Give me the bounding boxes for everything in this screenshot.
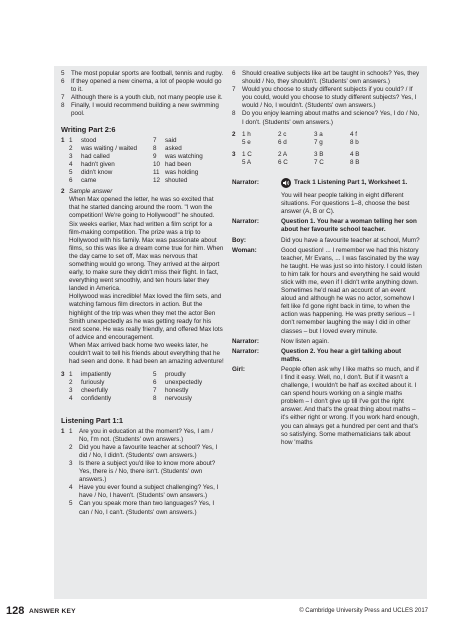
answer-text: impatiently xyxy=(81,371,112,379)
listening-question xyxy=(232,86,422,110)
script-line xyxy=(232,247,422,336)
answer-cell: 1 C xyxy=(242,150,252,158)
item-number: 5 xyxy=(69,500,73,508)
writing-exercise-2 xyxy=(61,188,224,366)
answer-number: 12 xyxy=(153,177,161,185)
answer-text: was watching xyxy=(165,152,203,160)
listening-question xyxy=(232,110,422,126)
item-number: 8 xyxy=(61,102,65,110)
script-line xyxy=(232,366,422,447)
answer-cell: 8 B xyxy=(350,158,360,166)
answer-text: stood xyxy=(81,136,97,144)
answer-item xyxy=(69,395,151,403)
item-number: 3 xyxy=(69,459,73,467)
sample-answer xyxy=(69,188,224,366)
item-number: 4 xyxy=(69,484,73,492)
listening-questions-continued xyxy=(232,70,422,127)
item-text: Should creative subjects like art be taught in schools? Yes, they should / No, they shouldn't. (Students' own answers.) xyxy=(242,70,420,86)
answer-number: 9 xyxy=(153,152,157,160)
sample-answer-label: Sample answer xyxy=(69,188,113,196)
script-text: Did you have a favourite teacher at school, Mum? xyxy=(281,236,420,244)
item-number: 7 xyxy=(232,86,236,94)
answer-text: had called xyxy=(81,152,110,160)
item-number: 6 xyxy=(61,78,65,86)
answer-item xyxy=(69,137,151,145)
page-footer xyxy=(0,605,456,619)
speaker-label xyxy=(232,192,279,216)
listening-question xyxy=(232,70,422,86)
item-number: 1 xyxy=(69,427,73,435)
answer-text: had been xyxy=(165,160,192,168)
answer-number: 8 xyxy=(153,144,157,152)
answer-item xyxy=(69,387,151,395)
writing-sentences-list xyxy=(61,70,224,119)
item-text: Is there a subject you'd like to know more about? Yes, there is / No, there isn't. (Students' own answers.) xyxy=(79,459,216,484)
item-number: 5 xyxy=(61,70,65,77)
answer-item xyxy=(69,153,151,161)
script-text: Question 2. You hear a girl talking about maths. xyxy=(281,347,402,363)
answer-item xyxy=(69,177,151,185)
answer-item xyxy=(153,395,224,403)
answer-number: 2 xyxy=(69,144,73,152)
answer-number: 4 xyxy=(69,395,73,403)
script-line xyxy=(232,348,422,364)
answer-item xyxy=(153,153,224,161)
answers-grid-3 xyxy=(242,151,386,167)
exercise-number: 2 xyxy=(61,188,65,196)
item-text: Can you speak more than two languages? Yes, I can / No, I can't. (Students' own answers.) xyxy=(79,500,215,516)
answer-item xyxy=(153,387,224,395)
answer-item xyxy=(153,145,224,153)
audio-speaker-icon xyxy=(281,178,291,188)
listening-question xyxy=(69,428,224,444)
script-line xyxy=(232,192,422,216)
answer-text: furiously xyxy=(81,379,105,387)
speaker-label: Woman: xyxy=(232,246,257,254)
answer-text: hadn't given xyxy=(81,160,115,168)
answer-cell: 3 a xyxy=(314,130,323,138)
answer-cell: 5 e xyxy=(242,138,251,146)
answer-cell: 1 h xyxy=(242,130,251,138)
item-number: 6 xyxy=(232,70,236,77)
answer-item xyxy=(153,137,224,145)
answer-cell: 4 f xyxy=(350,130,358,138)
answer-item xyxy=(153,169,224,177)
answer-item xyxy=(69,145,151,153)
answer-text: nervously xyxy=(165,395,192,403)
script-text: Question 1. You hear a woman telling her son about her favourite school teacher. xyxy=(281,218,417,234)
page-number: 128 xyxy=(6,605,25,617)
answer-text: was holding xyxy=(165,168,199,176)
exercise-number: 1 xyxy=(61,136,65,144)
copyright-notice: © Cambridge University Press and UCLES 2017 xyxy=(299,608,428,614)
answer-cell: 7 C xyxy=(314,158,324,166)
script-line xyxy=(232,218,422,234)
answers-exercise-2 xyxy=(232,131,422,147)
speaker-label: Girl: xyxy=(232,365,245,373)
answer-cell: 6 d xyxy=(278,138,287,146)
item-text: The most popular sports are football, tennis and rugby. xyxy=(71,70,224,77)
track-title: Track 1 Listening Part 1, Worksheet 1. xyxy=(294,179,408,187)
answers-exercise-3 xyxy=(232,151,422,167)
track-title-row xyxy=(281,179,422,188)
answer-cell: 4 B xyxy=(350,150,360,158)
answer-item xyxy=(153,177,224,185)
speaker-label: Narrator: xyxy=(232,179,259,187)
answer-text: cheerfully xyxy=(81,387,108,395)
answer-number: 3 xyxy=(69,387,73,395)
answer-cell: 2 c xyxy=(278,130,287,138)
listening-question xyxy=(69,500,224,516)
script-line xyxy=(232,338,422,346)
script-text: Good question! ... I remember we had this history teacher, Mr Evans, ... I was fascinated by the way he taught. He was just so into history. I could listen to him talk for hours and everything he said would stick with me, even if I didn't write anything down. Sometimes he'd read an account of an event aloud and although he was no actor, somehow I felt like I'd gone right back in time, to when the action was happening. He was pretty serious – I don't remember laughing the way I did in other classes – but I loved every minute. xyxy=(281,246,422,335)
item-text: Although there is a youth club, not many people use it. xyxy=(71,94,223,102)
answers-grid-2 xyxy=(242,131,386,147)
script-text: You will hear people talking in eight different situations. For questions 1–8, choose the best answer (A, B or C). xyxy=(281,192,410,216)
answer-item xyxy=(153,161,224,169)
answer-cell: 8 b xyxy=(350,138,359,146)
listening-part-heading: Listening Part 1:1 xyxy=(61,415,124,425)
answer-text: honestly xyxy=(165,387,189,395)
answer-cell: 5 A xyxy=(242,158,252,166)
answer-number: 6 xyxy=(69,177,73,185)
answer-text: asked xyxy=(165,144,182,152)
answer-number: 10 xyxy=(153,160,161,168)
exercise-number: 3 xyxy=(61,371,65,379)
answer-item xyxy=(69,379,151,387)
writing-sentence xyxy=(61,102,224,118)
script-text: Now listen again. xyxy=(281,337,329,345)
answer-number: 3 xyxy=(69,152,73,160)
answer-text: said xyxy=(165,136,177,144)
answer-number: 5 xyxy=(153,371,157,379)
listening-exercise-1 xyxy=(61,428,224,517)
answer-number: 1 xyxy=(69,136,73,144)
speaker-label: Narrator: xyxy=(232,218,259,226)
right-column xyxy=(232,70,422,449)
writing-part-heading: Writing Part 2:6 xyxy=(61,124,116,134)
answer-number: 8 xyxy=(153,395,157,403)
item-text: Did you have a favourite teacher at school? Yes, I did / No, I didn't. (Students' own answers.) xyxy=(79,443,218,459)
item-number: 7 xyxy=(61,94,65,102)
exercise-number: 3 xyxy=(232,150,236,158)
item-text: Finally, I would recommend building a new swimming pool. xyxy=(71,102,219,118)
sample-paragraph: When Max opened the letter, he was so excited that that he started dancing around the room. "I won the competition! We're going to Hollywood!" he shouted. Six weeks earlier, Max had written a film script for a film-making competition. The prize was a trip to Hollywood with his family. Max was passionate about films, so this was like a dream come true for him. When the day came to set off, Max was nervous that something would go wrong. They arrived at the airport early, to make sure they didn't miss their flight. In fact, everything went smoothly, and ten hours later they landed in America. xyxy=(69,196,224,293)
track-header xyxy=(232,179,422,188)
writing-sentence xyxy=(61,78,224,94)
answer-number: 4 xyxy=(69,160,73,168)
script-text: People often ask why I like maths so much, and if I find it easy. Well, no, I don't. But if it wasn't a challenge, I wouldn't be half as excited about it. I can spend hours working on a single maths problem – I don't give up till I've got the right answer. And that's the great thing about maths – it's either right or wrong. If you work hard enough, you can always get a hundred per cent and that's so satisfying. Some mathematicians talk about how 'maths xyxy=(281,365,420,446)
answer-cell: 7 g xyxy=(314,138,323,146)
listening-question xyxy=(69,460,224,484)
answer-text: was waiting / waited xyxy=(81,144,137,152)
listening-questions xyxy=(69,428,224,517)
answer-cell: 2 A xyxy=(278,150,288,158)
answer-number: 11 xyxy=(153,168,160,176)
answer-number: 1 xyxy=(69,371,73,379)
sample-paragraph: Hollywood was incredible! Max loved the film sets, and watching famous film directors in action. But the highlight of the trip was when they met the actor Ben Smith unexpectedly as he was getting ready for his next scene. He was really friendly, and offered Max lots of advice and encouragement. xyxy=(69,293,223,341)
answer-text: proudly xyxy=(165,371,186,379)
answer-item xyxy=(69,161,151,169)
answer-number: 6 xyxy=(153,379,157,387)
answer-item xyxy=(69,371,151,379)
speaker-label: Boy: xyxy=(232,236,246,244)
answer-item xyxy=(69,169,151,177)
answer-number: 7 xyxy=(153,136,157,144)
answer-cell: 6 C xyxy=(278,158,288,166)
answer-text: confidently xyxy=(81,395,112,403)
exercise-1-answers xyxy=(69,137,224,186)
sample-paragraph: When Max arrived back home two weeks later, he couldn't wait to tell his friends about everything that he had seen and done. It had been an amazing adventure! xyxy=(69,341,224,366)
item-number: 2 xyxy=(69,443,73,451)
answer-cell: 3 B xyxy=(314,150,324,158)
writing-exercise-3 xyxy=(61,371,224,403)
page-label: ANSWER KEY xyxy=(29,608,76,615)
speaker-label: Narrator: xyxy=(232,347,259,355)
answer-item xyxy=(153,371,224,379)
answer-number: 7 xyxy=(153,387,157,395)
writing-sentence xyxy=(61,70,224,78)
script-line xyxy=(232,237,422,245)
speaker-label: Narrator: xyxy=(232,337,259,345)
listening-question xyxy=(69,444,224,460)
item-number: 8 xyxy=(232,110,236,118)
answer-number: 2 xyxy=(69,379,73,387)
exercise-3-answers xyxy=(69,371,224,403)
item-text: If they opened a new cinema, a lot of people would go to it. xyxy=(71,78,222,94)
answer-text: unexpectedly xyxy=(165,379,203,387)
item-text: Have you ever found a subject challenging? Yes, I have / No, I haven't. (Students' own answers.) xyxy=(79,484,219,500)
item-text: Do you enjoy learning about maths and science? Yes, I do / No, I don't. (Students' own answers.) xyxy=(242,110,420,126)
answer-number: 5 xyxy=(69,168,73,176)
answer-text: shouted xyxy=(165,177,188,185)
audio-script xyxy=(232,192,422,447)
answer-text: didn't know xyxy=(81,168,113,176)
item-text: Are you in education at the moment? Yes, I am / No, I'm not. (Students' own answers.) xyxy=(79,427,214,443)
writing-exercise-1 xyxy=(61,137,224,186)
answer-text: came xyxy=(81,177,97,185)
left-column xyxy=(61,70,224,517)
answer-item xyxy=(153,379,224,387)
writing-sentence xyxy=(61,94,224,102)
exercise-number: 1 xyxy=(61,427,65,435)
item-text: Would you choose to study different subjects if you could? / If you could, would you choose to study different subjects? Yes, I would / No, I wouldn't. (Students' own answers.) xyxy=(242,86,417,110)
listening-question xyxy=(69,484,224,500)
exercise-number: 2 xyxy=(232,130,236,138)
